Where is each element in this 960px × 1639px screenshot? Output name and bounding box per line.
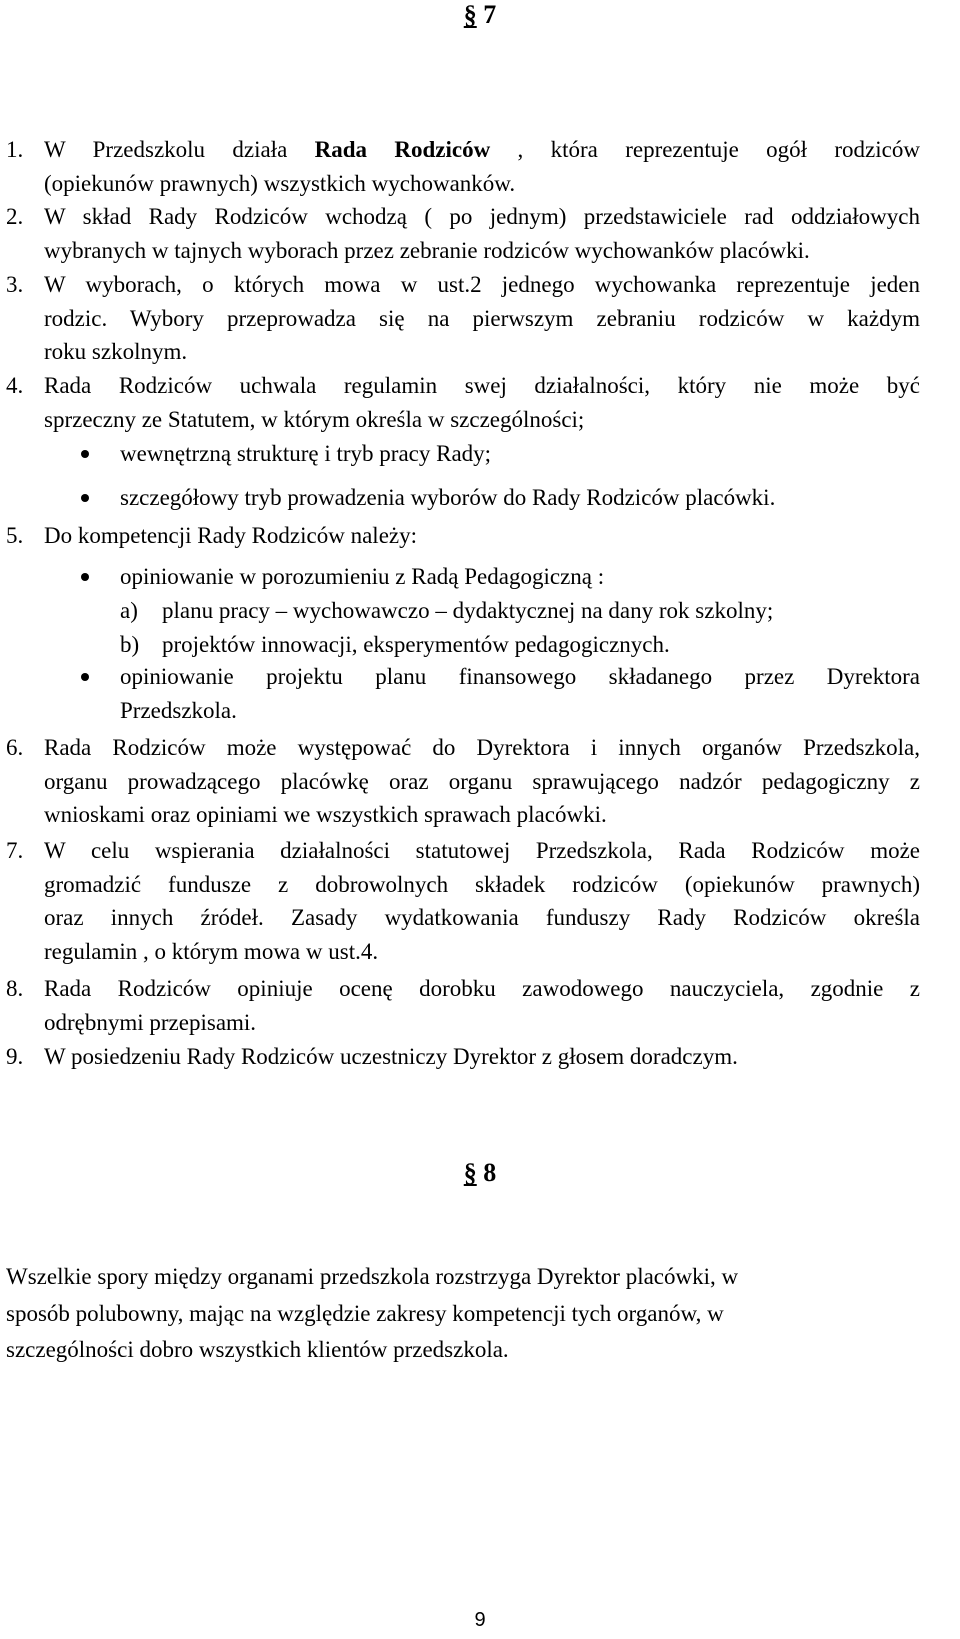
list-item-9 — [6, 1040, 920, 1074]
list-item-4 — [6, 369, 920, 436]
bullet-dot-icon — [81, 573, 89, 581]
item-2-line-1: W skład Rady Rodziców wchodzą ( po jednym) przedstawiciele rad oddziałowych — [44, 204, 920, 229]
item-4-bullet-1 — [120, 437, 920, 471]
bullet-dot-icon — [81, 450, 89, 458]
item-7-number: 7. — [6, 838, 24, 863]
item-5-bullet-2-line-1: opiniowanie projektu planu finansowego składanego przez Dyrektora — [120, 664, 920, 689]
section-8-heading — [0, 1158, 960, 1188]
section-7-sign: § — [463, 0, 477, 29]
item-5-line-1: Do kompetencji Rady Rodziców należy: — [44, 523, 418, 548]
item-6-line-1: Rada Rodziców może występować do Dyrektora i innych organów Przedszkola, — [44, 735, 920, 760]
page-number: 9 — [474, 1609, 486, 1631]
item-9-number: 9. — [6, 1044, 24, 1069]
list-item-1 — [6, 133, 920, 200]
list-item-7 — [6, 834, 920, 968]
item-7-line-4: regulamin , o którym mowa w ust.4. — [44, 938, 379, 964]
sub-b-text: projektów innowacji, eksperymentów pedagogicznych. — [162, 632, 670, 657]
item-3-line-1: W wyborach, o których mowa w ust.2 jednego wychowanka reprezentuje jeden — [44, 272, 920, 297]
item-4-number: 4. — [6, 373, 24, 398]
item-9-line-1: W posiedzeniu Rady Rodziców uczestniczy Dyrektor z głosem doradczym. — [44, 1044, 738, 1069]
item-3-number: 3. — [6, 272, 24, 297]
item-8-number: 8. — [6, 976, 24, 1001]
item-7-line-1: W celu wspierania działalności statutowej Przedszkola, Rada Rodziców może — [44, 838, 920, 863]
item-1-text-c: , która reprezentuje ogół rodziców — [490, 137, 920, 162]
item-6-line-2: organu prowadzącego placówkę oraz organu sprawującego nadzór pedagogiczny z — [44, 768, 920, 794]
section-8-number: 8 — [483, 1158, 497, 1187]
item-5-bullet-1-text: opiniowanie w porozumieniu z Radą Pedagogiczną : — [120, 564, 605, 589]
sub-a-text: planu pracy – wychowawczo – dydaktycznej na dany rok szkolny; — [162, 598, 774, 623]
section-8-line-3: szczególności dobro wszystkich klientów przedszkola. — [6, 1337, 509, 1362]
item-8-line-2: odrębnymi przepisami. — [44, 1009, 257, 1035]
item-4-line-1: Rada Rodziców uchwala regulamin swej działalności, który nie może być — [44, 373, 920, 398]
section-8-sign: § — [463, 1158, 477, 1187]
item-2-line-2: wybranych w tajnych wyborach przez zebranie rodziców wychowanków placówki. — [44, 237, 810, 263]
item-8-line-1: Rada Rodziców opiniuje ocenę dorobku zawodowego nauczyciela, zgodnie z — [44, 976, 920, 1001]
item-5-bullet-1 — [120, 560, 920, 594]
section-8-line-2: sposób polubowny, mając na względzie zakresy kompetencji tych organów, w — [6, 1300, 724, 1326]
item-5-number: 5. — [6, 523, 24, 548]
item-4-bullet-2-text: szczegółowy tryb prowadzenia wyborów do Rady Rodziców placówki. — [120, 485, 776, 510]
rada-rodzicow-bold: Rada Rodziców — [314, 137, 491, 162]
item-5-sub-a — [120, 594, 920, 628]
sub-a-letter: a) — [120, 598, 138, 623]
list-item-5 — [6, 519, 920, 553]
item-6-line-3: wnioskami oraz opiniami we wszystkich sprawach placówki. — [44, 802, 607, 828]
bullet-dot-icon — [81, 494, 89, 502]
sub-b-letter: b) — [120, 632, 140, 657]
item-1-line-1 — [44, 133, 920, 167]
bullet-dot-icon — [81, 673, 89, 681]
section-8-line-1: Wszelkie spory między organami przedszkola rozstrzyga Dyrektor placówki, w — [6, 1264, 739, 1289]
item-2-number: 2. — [6, 204, 24, 229]
item-1-line-2: (opiekunów prawnych) wszystkich wychowanków. — [44, 170, 516, 196]
list-item-3 — [6, 268, 920, 369]
item-3-line-2: rodzic. Wybory przeprowadza się na pierwszym zebraniu rodziców w każdym — [44, 305, 920, 331]
list-item-2 — [6, 200, 920, 267]
item-5-bullet-2 — [120, 660, 920, 727]
item-1-number: 1. — [6, 137, 24, 162]
item-5-bullet-2-line-2: Przedszkola. — [120, 697, 237, 723]
item-4-bullet-2 — [120, 481, 920, 515]
item-6-number: 6. — [6, 735, 24, 760]
section-7-heading — [0, 0, 960, 30]
item-3-line-3: roku szkolnym. — [44, 339, 188, 365]
item-4-bullet-1-text: wewnętrzną strukturę i tryb pracy Rady; — [120, 441, 492, 466]
item-1-text-a: W Przedszkolu działa — [44, 137, 315, 162]
list-item-6 — [6, 731, 920, 832]
item-7-line-3: oraz innych źródeł. Zasady wydatkowania funduszy Rady Rodziców określa — [44, 905, 920, 931]
item-5-sub-b — [120, 628, 920, 662]
item-7-line-2: gromadzić fundusze z dobrowolnych składek rodziców (opiekunów prawnych) — [44, 871, 920, 897]
section-8-paragraph — [6, 1259, 906, 1369]
section-7-number: 7 — [483, 0, 497, 29]
list-item-8 — [6, 972, 920, 1039]
item-4-line-2: sprzeczny ze Statutem, w którym określa w szczególności; — [44, 406, 585, 432]
